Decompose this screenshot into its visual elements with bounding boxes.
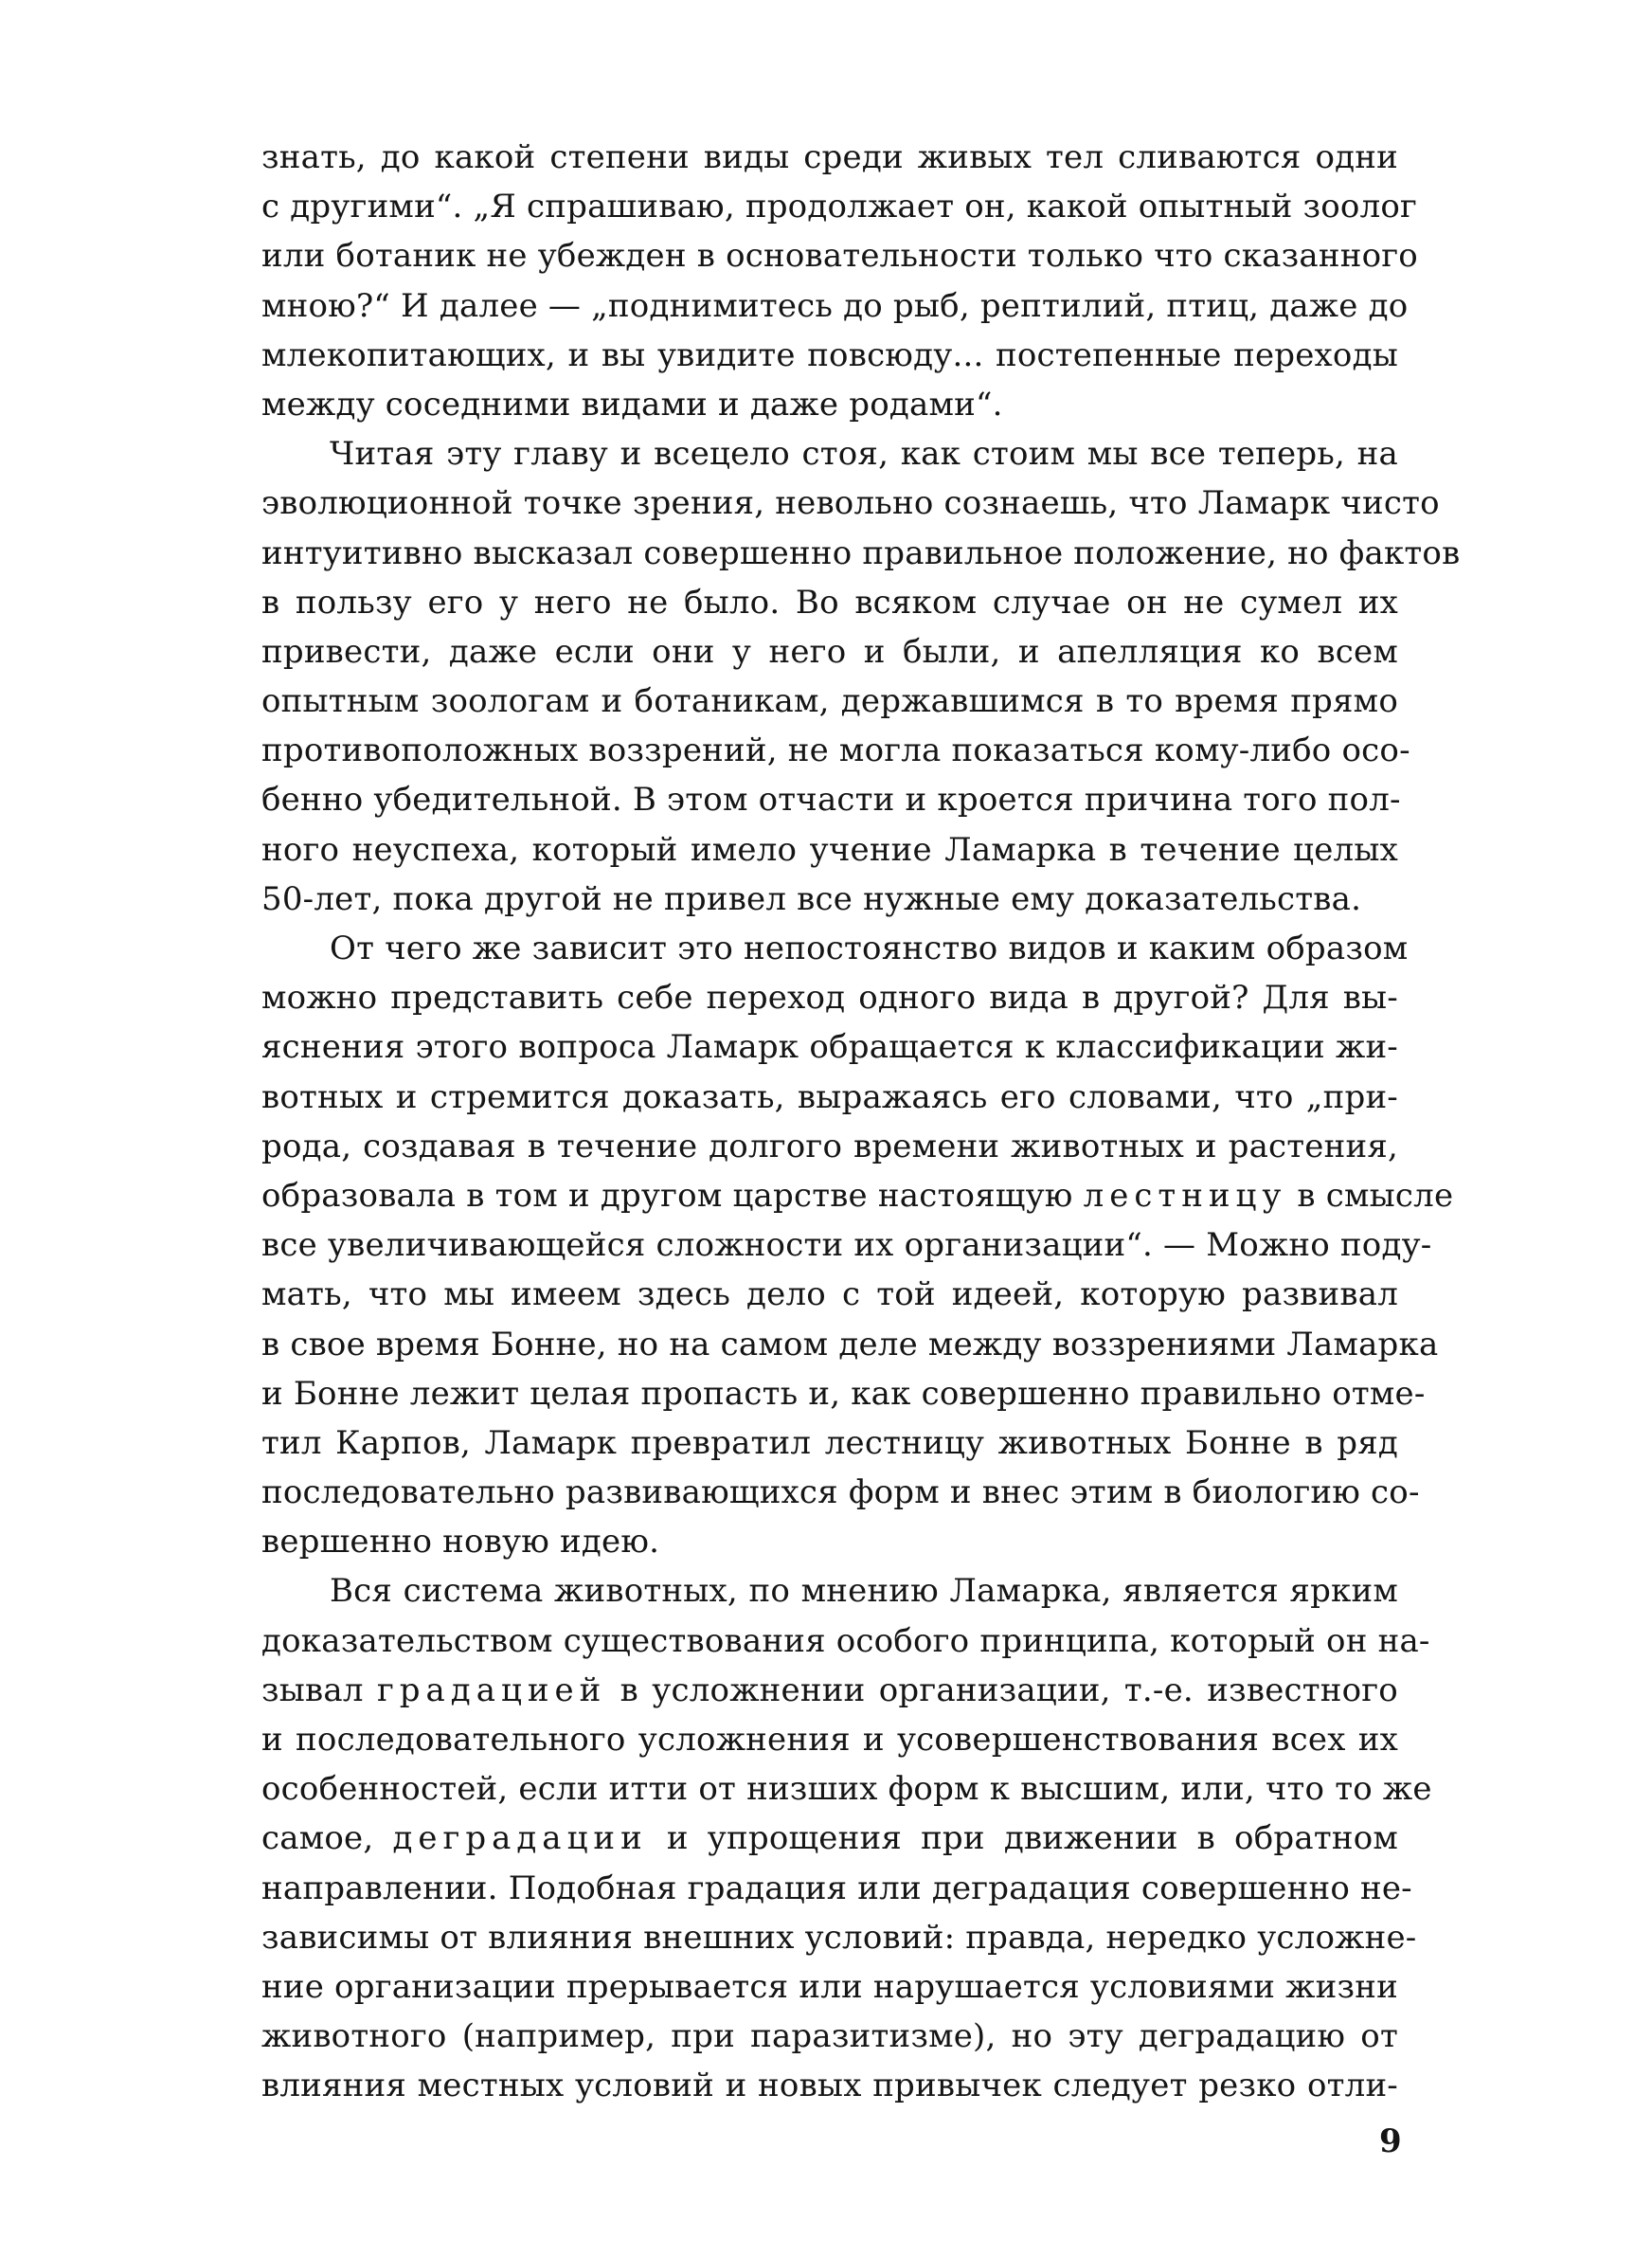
text-segment: зывал <box>261 1670 364 1709</box>
text-segment: и упрощения при движении в обратном <box>666 1819 1399 1858</box>
paragraph-1 <box>261 133 1418 429</box>
text-segment: самое, <box>261 1819 374 1858</box>
text-line: млекопитающих, и вы увидите повсюду... постепенные переходы <box>261 335 1398 374</box>
text-line: знать, до какой степени виды среди живых тел сливаются одни <box>261 138 1398 176</box>
text-line: в пользу его у него не было. Во всяком случае он не сумел их <box>261 583 1398 622</box>
text-line: Вся система животных, по мнению Ламарка, является ярким <box>330 1572 1398 1611</box>
text-line: опытным зоологам и ботаникам, державшимся в то время прямо <box>261 682 1398 721</box>
body-text <box>261 133 1461 2111</box>
spaced-emphasis: лестницу <box>1083 1176 1287 1215</box>
text-line-with-spaced-word <box>261 1171 1454 1220</box>
text-line: зависимы от влияния внешних условий: правда, нередко усложне- <box>261 1918 1417 1957</box>
paragraph-4 <box>261 1566 1432 2110</box>
text-line: яснения этого вопроса Ламарк обращается к классификации жи- <box>261 1028 1398 1067</box>
text-line: интуитивно высказал совершенно правильное положение, но фактов <box>261 533 1461 572</box>
text-line: все увеличивающейся сложности их организации“. — Можно поду- <box>261 1226 1432 1265</box>
text-line: особенностей, если итти от низших форм к высшим, или, что то же <box>261 1770 1432 1809</box>
spaced-emphasis: градацией <box>376 1670 607 1709</box>
text-line: противоположных воззрений, не могла показаться кому-либо осо- <box>261 731 1410 770</box>
text-line: мною?“ И далее — „поднимитесь до рыб, рептилий, птиц, даже до <box>261 286 1409 325</box>
text-line: и Бонне лежит целая пропасть и, как совершенно правильно отме- <box>261 1374 1426 1413</box>
text-line: влияния местных условий и новых привычек следует резко отли- <box>261 2067 1398 2105</box>
text-line-with-spaced-word <box>261 1814 1398 1863</box>
text-line: эволюционной точке зрения, невольно сознаешь, что Ламарк чисто <box>261 484 1440 523</box>
text-segment: в усложнении организации, т.-е. известного <box>620 1670 1398 1709</box>
text-line: можно представить себе переход одного вида в другой? Для вы- <box>261 979 1398 1018</box>
page-number: 9 <box>1379 2122 1402 2160</box>
text-line: или ботаник не убежден в основательности только что сказанного <box>261 237 1418 276</box>
text-segment: образовала в том и другом царстве настоящую <box>261 1176 1073 1215</box>
spaced-emphasis: деградации <box>392 1819 648 1858</box>
text-line: между соседними видами и даже родами“. <box>261 385 1003 424</box>
text-segment: в смысле <box>1297 1176 1454 1215</box>
text-line: вотных и стремится доказать, выражаясь его словами, что „при- <box>261 1077 1398 1116</box>
text-line: ного неуспеха, который имело учение Ламарка в течение целых <box>261 830 1398 869</box>
text-line: с другими“. „Я спрашиваю, продолжает он, какой опытный зоолог <box>261 188 1418 226</box>
text-line: ние организации прерывается или нарушается условиями жизни <box>261 1967 1398 2006</box>
text-line: тил Карпов, Ламарк превратил лестницу животных Бонне в ряд <box>261 1423 1398 1462</box>
text-line: 50-лет, пока другой не привел все нужные ему доказательства. <box>261 879 1362 918</box>
text-line: бенно убедительной. В этом отчасти и кроется причина того пол- <box>261 781 1401 820</box>
text-line: От чего же зависит это непостоянство видов и каким образом <box>330 930 1409 967</box>
text-line: привести, даже если они у него и были, и апелляция ко всем <box>261 632 1398 671</box>
paragraph-2 <box>261 429 1461 924</box>
text-line: рода, создавая в течение долгого времени животных и растения, <box>261 1127 1398 1165</box>
paragraph-3 <box>261 924 1454 1566</box>
text-line: доказательством существования особого принципа, который он на- <box>261 1621 1430 1660</box>
text-line: последовательно развивающихся форм и внес этим в биологию со- <box>261 1473 1420 1512</box>
text-line: и последовательного усложнения и усовершенствования всех их <box>261 1721 1398 1759</box>
text-line: направлении. Подобная градация или деградация совершенно не- <box>261 1869 1412 1907</box>
text-line: мать, что мы имеем здесь дело с той идеей, которую развивал <box>261 1275 1398 1314</box>
text-line: вершенно новую идею. <box>261 1523 660 1562</box>
text-line: в свое время Бонне, но на самом деле между воззрениями Ламарка <box>261 1325 1439 1363</box>
text-line: животного (например, при паразитизме), но эту деградацию от <box>261 2017 1398 2056</box>
text-line-with-spaced-word <box>261 1666 1398 1715</box>
text-line: Читая эту главу и всецело стоя, как стоим мы все теперь, на <box>330 435 1398 474</box>
